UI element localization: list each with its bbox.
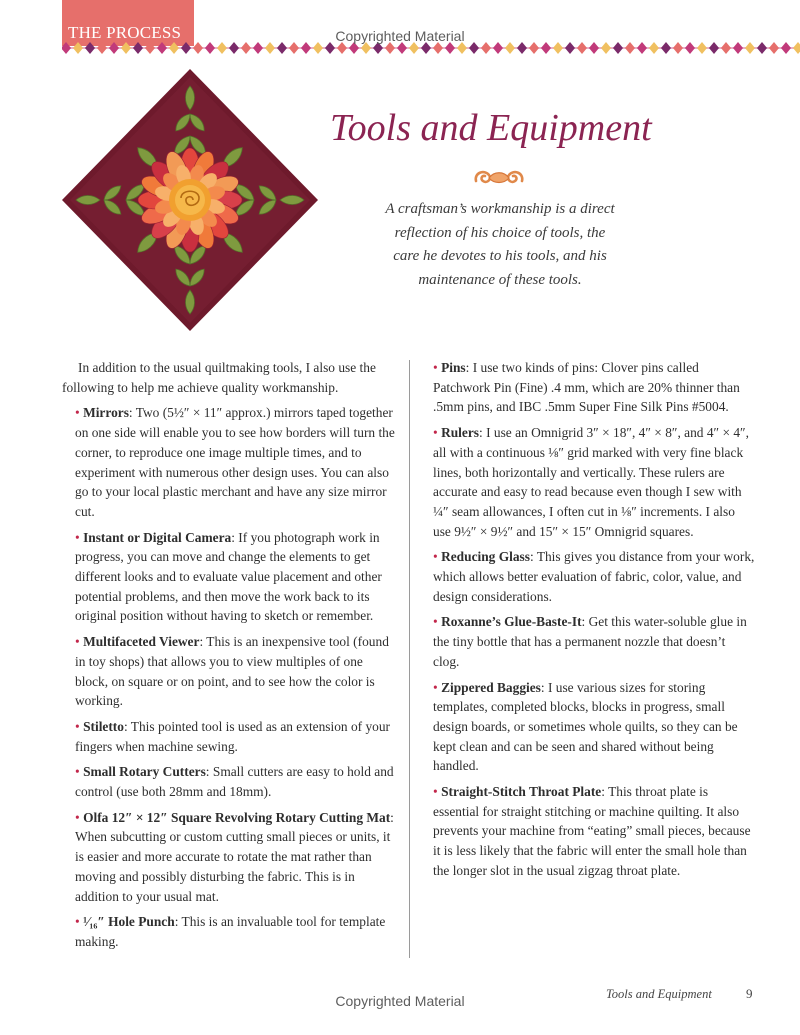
bullet-icon: • bbox=[75, 634, 80, 650]
term-separator: : bbox=[123, 718, 131, 734]
tool-term: Multifaceted Viewer bbox=[83, 634, 200, 650]
right-column bbox=[433, 358, 755, 887]
tool-description: This gives you distance from your work, which allows better evaluation of fabric, color, value, and design considerations. bbox=[433, 549, 755, 604]
epigraph-line: care he devotes to his tools, and his bbox=[393, 248, 607, 264]
tool-item-hole-punch bbox=[62, 912, 398, 951]
bullet-icon: • bbox=[75, 529, 80, 545]
watermark-bottom: Copyrighted Material bbox=[335, 993, 465, 1009]
ornament-icon bbox=[472, 167, 526, 189]
tool-term: Pins bbox=[441, 360, 466, 375]
tool-description: This throat plate is essential for straight stitching or machine quilting. It also prevents your machine from “eating” small pieces, because it is less likely that the fabric will enter the small hole than the longer slot in the usual zigzag throat plate. bbox=[433, 784, 751, 878]
bullet-icon: • bbox=[75, 914, 80, 930]
tool-description: Two (5½″ × 11″ approx.) mirrors taped together on one side will enable you to see how borders will turn the corner, to reproduce one image multiple times, and to experiment with numerous other design uses. You can also go to your local plastic merchant and have any size mirror cut. bbox=[75, 405, 395, 519]
bullet-icon: • bbox=[75, 718, 80, 734]
tool-item-glue bbox=[433, 612, 755, 671]
term-separator: : bbox=[529, 549, 537, 565]
bullet-icon: • bbox=[433, 784, 438, 800]
tool-item-stiletto bbox=[62, 717, 398, 756]
epigraph-line: maintenance of these tools. bbox=[418, 271, 582, 288]
intro-paragraph: In addition to the usual quiltmaking tools, I also use the following to help me achieve quality workmanship. bbox=[62, 360, 376, 395]
epigraph-line: A craftsman’s workmanship is a direct bbox=[385, 201, 615, 217]
epigraph-line: reflection of his choice of tools, the bbox=[394, 224, 606, 241]
watermark-top: Copyrighted Material bbox=[335, 28, 465, 44]
term-separator: : bbox=[540, 679, 548, 695]
term-separator: : bbox=[128, 405, 136, 421]
term-separator: : bbox=[465, 360, 473, 375]
tool-description: Get this water-soluble glue in the tiny bottle that has a permanent nozzle that doesn’t clog. bbox=[433, 614, 747, 669]
column-divider bbox=[409, 360, 410, 958]
tool-description: If you photograph work in progress, you can move and change the elements to get different looks and to evaluate value placement and other potential problems, and then move the work back to its original position without having to sketch or remember. bbox=[75, 529, 382, 624]
term-separator: : bbox=[205, 764, 213, 780]
running-footer-title: Tools and Equipment bbox=[606, 987, 712, 1001]
tool-item-baggies bbox=[433, 678, 755, 777]
term-separator: : bbox=[199, 634, 207, 650]
tool-term: Olfa 12″ × 12″ Square Revolving Rotary Cutting Mat bbox=[83, 809, 391, 825]
term-separator: : bbox=[581, 614, 589, 630]
tool-description: This pointed tool is used as an extension of your fingers when machine sewing. bbox=[75, 718, 391, 754]
tool-description: When subcutting or custom cutting small pieces or units, it is easier and more accurate to rotate the mat rather than moving and possibly disturbing the fabric. This is in addition to your usual mat. bbox=[75, 829, 391, 904]
tool-term: Roxanne’s Glue-Baste-It bbox=[441, 614, 582, 630]
tool-description: I use an Omnigrid 3″ × 18″, 4″ × 8″, and 4″ × 4″, all with a continuous ⅛″ grid marked with very fine black lines, both horizontally and vertically. These rulers are accurate and easy to read because even though I sew with ¼″ seam allowances, I often cut in ⅛″ increments. I also use 9½″ × 9½″ and 15″ × 15″ Omnigrid squares. bbox=[433, 425, 749, 539]
page-title: Tools and Equipment bbox=[330, 107, 652, 149]
tool-term: Small Rotary Cutters bbox=[83, 764, 206, 780]
term-separator: : bbox=[479, 425, 487, 441]
tool-term: Straight-Stitch Throat Plate bbox=[441, 784, 602, 800]
quilt-block-image bbox=[59, 67, 321, 333]
tool-item-rotary-cutters bbox=[62, 762, 398, 801]
tool-term: Reducing Glass bbox=[441, 549, 530, 565]
tool-item-camera bbox=[62, 528, 398, 627]
tool-term: Mirrors bbox=[83, 405, 129, 421]
tool-description: I use two kinds of pins: Clover pins called Patchwork Pin (Fine) .4 mm, which are 20% thinner than .5mm pins, and IBC .5mm Super Fine Silk Pins #5004. bbox=[433, 360, 740, 415]
bullet-icon: • bbox=[433, 549, 438, 565]
bullet-icon: • bbox=[75, 809, 80, 825]
tool-item-throat-plate bbox=[433, 782, 755, 881]
epigraph bbox=[362, 198, 638, 292]
tool-term: Zippered Baggies bbox=[441, 679, 541, 695]
bullet-icon: • bbox=[433, 614, 438, 630]
term-separator: : bbox=[231, 529, 239, 545]
tool-description: This is an inexpensive tool (found in toy shops) that allows you to view multiples of one block, on square or on point, and to see how the color is working. bbox=[75, 634, 389, 709]
tool-description: This is an invaluable tool for template making. bbox=[75, 914, 386, 949]
tool-description: I use various sizes for storing templates, completed blocks, blocks in progress, small design boards, or sometimes whole quilts, so they can be kept clean and can be seen and shared without being handled. bbox=[433, 679, 738, 774]
tool-term: ¹⁄₁₆″ Hole Punch bbox=[83, 914, 175, 930]
bullet-icon: • bbox=[433, 425, 438, 441]
term-separator: : bbox=[601, 784, 609, 800]
tool-item-cutting-mat bbox=[62, 808, 398, 907]
tool-item-rulers bbox=[433, 423, 755, 541]
tool-item-reducing-glass bbox=[433, 547, 755, 606]
term-separator: : bbox=[174, 914, 182, 930]
tool-term: Rulers bbox=[441, 425, 479, 441]
bullet-icon: • bbox=[433, 360, 438, 375]
tool-item-viewer bbox=[62, 632, 398, 711]
tool-term: Stiletto bbox=[83, 718, 124, 734]
tool-description: Small cutters are easy to hold and control (use both 28mm and 18mm). bbox=[75, 764, 394, 800]
bullet-icon: • bbox=[75, 764, 80, 780]
tool-term: Instant or Digital Camera bbox=[83, 529, 232, 545]
tool-item-mirrors bbox=[62, 403, 398, 521]
section-label: THE PROCESS bbox=[68, 23, 182, 42]
bullet-icon: • bbox=[75, 405, 80, 421]
term-separator: : bbox=[390, 809, 394, 825]
left-column bbox=[62, 358, 398, 958]
tool-item-pins bbox=[433, 358, 755, 417]
page-number: 9 bbox=[746, 986, 753, 1001]
bullet-icon: • bbox=[433, 679, 438, 695]
